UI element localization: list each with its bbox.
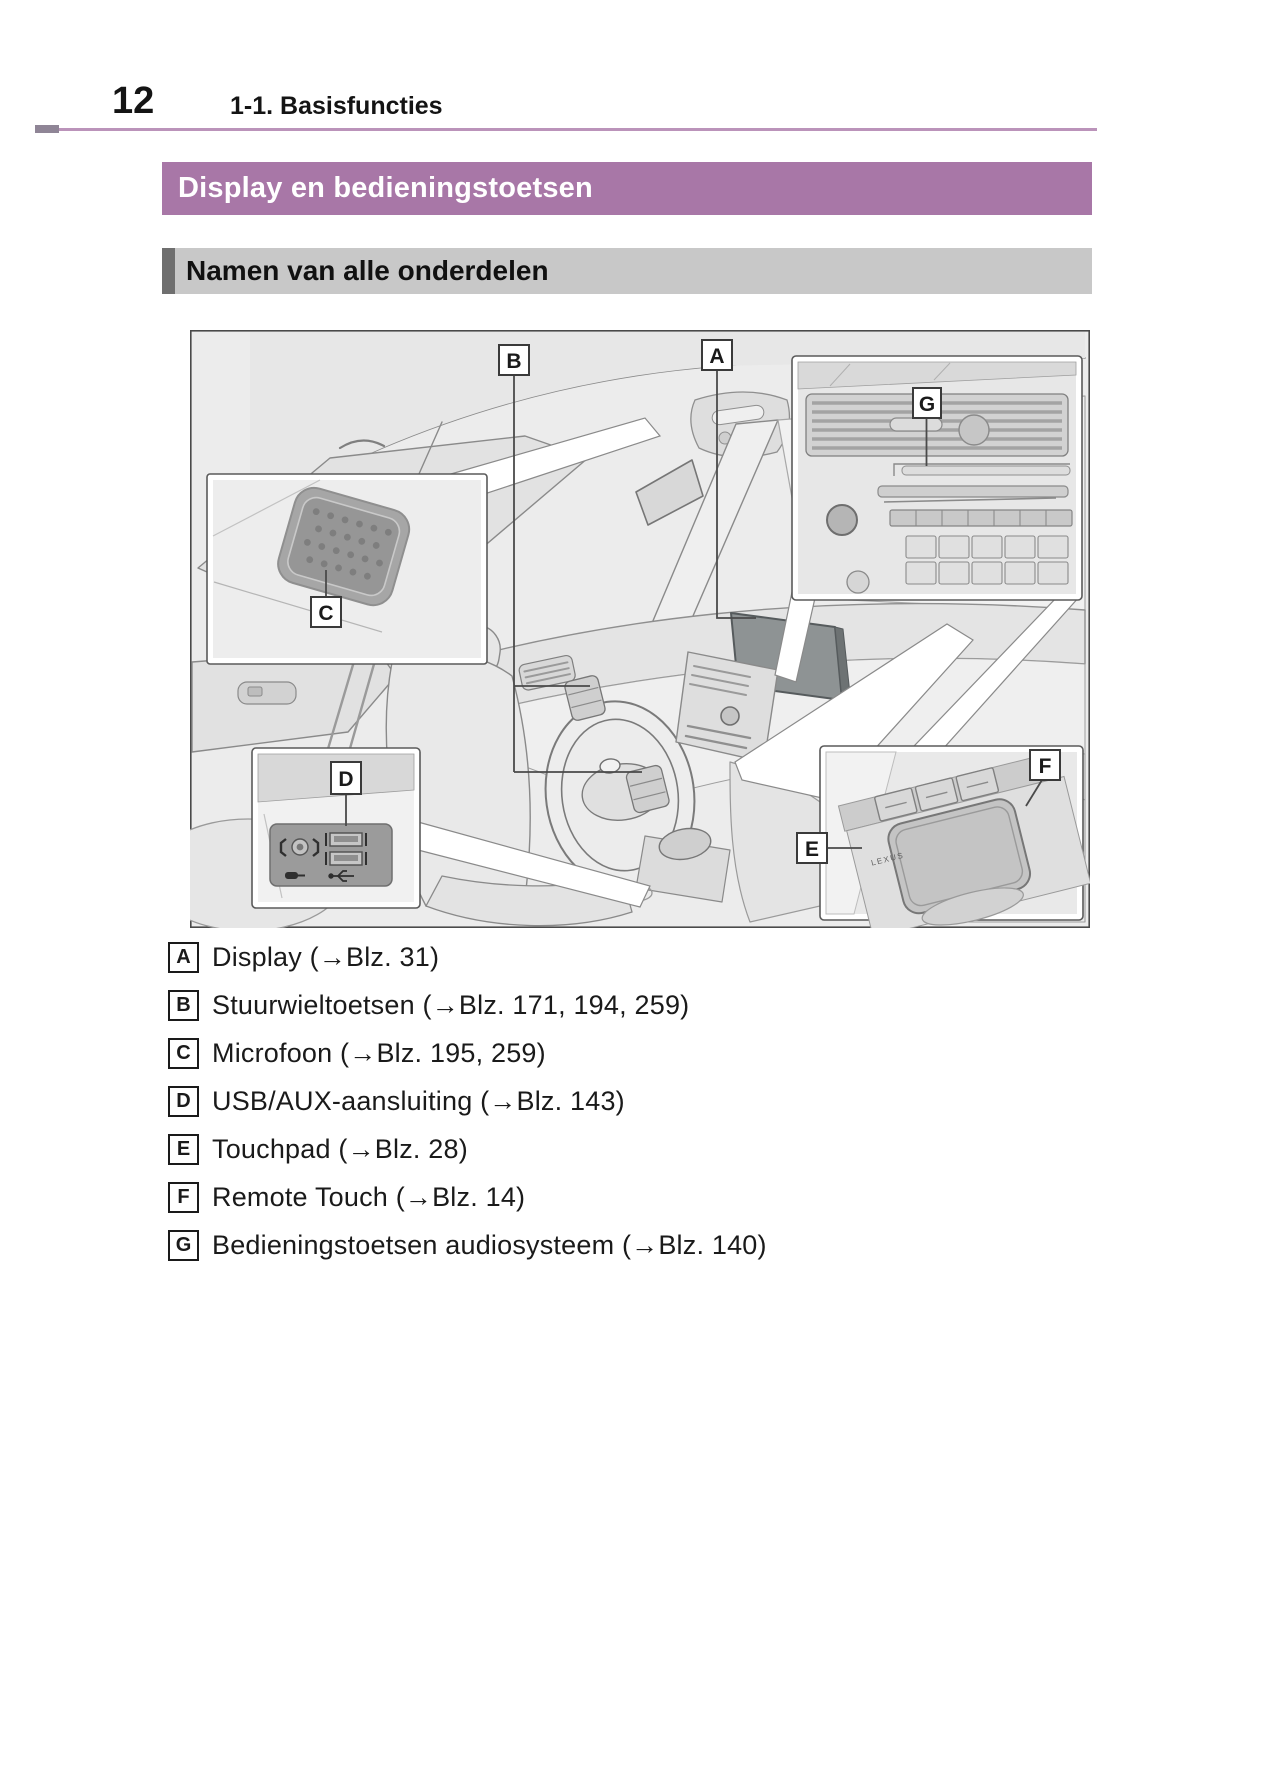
callout-label-a [702,340,732,370]
section-title: 1-1. Basisfuncties [230,92,443,120]
legend-key-box: C [168,1038,199,1069]
subtitle-accent-block [162,248,175,294]
callout-label-d [331,762,361,794]
legend-item-text: Microfoon (→Blz. 195, 259) [212,1037,546,1068]
legend-item-steering-wheel-buttons [168,990,767,1020]
microphone-inset [207,474,487,664]
audio-panel-inset [792,356,1082,600]
svg-text:D: D [338,768,354,791]
legend-item-usb-aux [168,1086,767,1116]
legend-key-box: B [168,990,199,1021]
legend-item-touchpad [168,1134,767,1164]
section-subtitle-banner [162,248,1092,294]
touchpad-inset [797,746,1090,928]
header-rule-accent [35,125,59,133]
callout-label-e [797,833,827,863]
callout-label-b [499,345,529,375]
page-number: 12 [112,80,155,122]
svg-text:F: F [1038,755,1052,778]
svg-text:B: B [506,350,522,373]
chapter-title-banner [162,162,1092,215]
legend-item-remote-touch [168,1182,767,1212]
legend-item-text: Stuurwieltoetsen (→Blz. 171, 194, 259) [212,989,690,1020]
header-rule [35,128,1097,131]
svg-text:G: G [918,393,936,416]
legend-item-audio-controls [168,1230,767,1260]
legend-item-text: Touchpad (→Blz. 28) [212,1133,468,1164]
interior-illustration [190,330,1090,928]
lexus-wordmark: LEXUS [870,850,906,868]
svg-text:C: C [318,602,334,625]
callout-label-g [913,388,941,418]
legend-item-text: USB/AUX-aansluiting (→Blz. 143) [212,1085,625,1116]
legend-key-box: E [168,1134,199,1165]
legend-item-microphone [168,1038,767,1068]
legend [168,942,767,1260]
svg-text:E: E [804,838,820,861]
legend-key-box: F [168,1182,199,1213]
legend-key-box: A [168,942,199,973]
legend-item-text: Bedieningstoetsen audiosysteem (→Blz. 140) [212,1229,767,1260]
callout-label-c [311,597,341,627]
legend-key-box: D [168,1086,199,1117]
legend-item-display [168,942,767,972]
usb-aux-inset [252,748,420,908]
svg-text:A: A [709,345,725,368]
legend-item-text: Display (→Blz. 31) [212,941,440,972]
interior-overview-figure [190,330,1090,928]
section-subtitle-text: Namen van alle onderdelen [186,255,549,286]
callout-label-f [1030,750,1060,780]
legend-key-box: G [168,1230,199,1261]
legend-item-text: Remote Touch (→Blz. 14) [212,1181,526,1212]
chapter-title-text: Display en bedieningstoetsen [178,172,593,204]
